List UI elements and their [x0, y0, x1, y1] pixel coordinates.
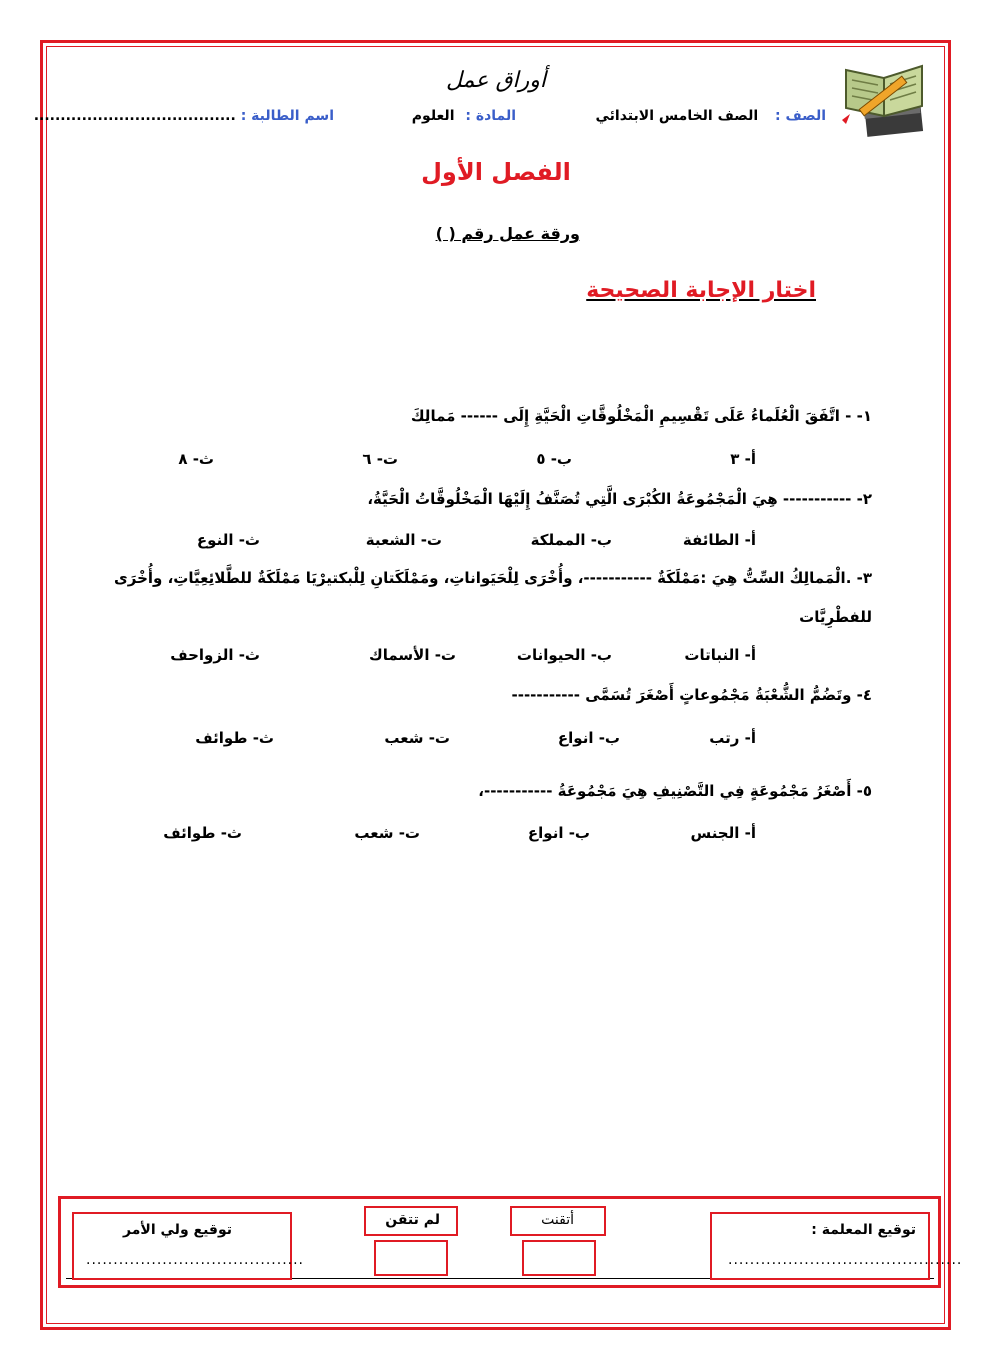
subject-label: المادة :: [465, 108, 516, 124]
q5-option-b[interactable]: ب- انواع: [527, 824, 590, 842]
teacher-signature-box[interactable]: [710, 1212, 963, 1280]
q2-option-b[interactable]: ب- المملكة: [530, 531, 612, 549]
student-name-label: اسم الطالبة :: [240, 108, 334, 124]
parent-signature-label: توقيع ولي الأمر: [123, 1222, 232, 1238]
grade-field: [595, 108, 826, 124]
parent-signature-dots: ........................................: [86, 1252, 305, 1268]
q2-option-d[interactable]: ث- النوع: [196, 531, 260, 549]
page-title: أوراق عمل: [445, 68, 547, 93]
grade-label: الصف :: [775, 108, 826, 124]
subject-value: العلوم: [411, 108, 455, 124]
parent-signature-box[interactable]: [72, 1212, 305, 1280]
q3-option-d[interactable]: ث- الزواحف: [170, 646, 260, 664]
student-name-dots: ......................................: [33, 108, 236, 124]
q5-option-d[interactable]: ث- طوائف: [163, 824, 242, 842]
not-mastered-label-box: [364, 1206, 458, 1236]
q1-option-d[interactable]: ث- ٨: [178, 450, 214, 468]
q4-option-c[interactable]: ت- شعب: [384, 729, 450, 747]
question-3: ٣- .الْمَمالِكُ السِّتُّ هِيَ :مَمْلَكَةٌ -----------، وأُخْرَى لِلْحَيَواناتِ، ومَمْلَكَتانِ لِلْبكتيرْيَا مَمْلَكَةٌ للطَّلائِعِيَّاتِ، وأُخْرَى: [114, 569, 872, 587]
q3-option-b[interactable]: ب- الحيوانات: [516, 646, 612, 664]
not-mastered-label: لم تتقن: [385, 1212, 440, 1228]
mastered-label: أتقنت: [541, 1212, 574, 1228]
q1-option-b[interactable]: ب- ٥: [536, 450, 572, 468]
q2-option-a[interactable]: أ- الطائفة: [682, 531, 756, 549]
mastered-label-box: [510, 1206, 606, 1236]
q4-option-a[interactable]: أ- رتب: [709, 729, 756, 747]
not-mastered-checkbox[interactable]: [374, 1240, 448, 1276]
q3-option-a[interactable]: أ- النباتات: [684, 646, 756, 664]
q5-option-c[interactable]: ت- شعب: [354, 824, 420, 842]
instruction-heading: اختار الإجابة الصحيحة: [586, 278, 816, 303]
question-2: ٢- ----------- هِيَ الْمَجْمُوعَةُ الكُبْرَى الَّتِي تُصَنَّفُ إِلَيْهَا الْمَخْلُوقَّاتُ الْحَيَّةُ،: [367, 490, 872, 508]
question-4: ٤- وتَضُمُّ الشُّعْبَةُ مَجْمُوعاتٍ أَصْغَرَ تُسَمَّى -----------: [511, 686, 872, 704]
q1-option-c[interactable]: ت- ٦: [362, 450, 398, 468]
q5-option-a[interactable]: أ- الجنس: [690, 824, 756, 842]
q4-option-d[interactable]: ث- طوائف: [195, 729, 274, 747]
question-5: ٥- أَصْغَرُ مَجْمُوعَةٍ فِي التَّصْنِيفِ هِيَ مَجْمُوعَةُ -----------،: [478, 782, 872, 800]
teacher-signature-dots: ...........................................: [728, 1252, 963, 1268]
chapter-heading: الفصل الأول: [421, 158, 571, 186]
q4-option-b[interactable]: ب- انواع: [557, 729, 620, 747]
question-3-continuation: للفطْرِيَّات: [799, 608, 872, 626]
student-name-field[interactable]: [34, 108, 334, 124]
worksheet-number: ورقة عمل رقم ( ): [435, 224, 580, 243]
question-1: ١- - اتَّفَقَ الْعُلَماءُ عَلَى تَقْسِيمِ الْمَخْلُوقَّاتِ الْحَيَّةِ إِلَى ------ مَمالِكَ: [410, 407, 872, 425]
subject-field: [412, 108, 516, 124]
grade-value: الصف الخامس الابتدائي: [595, 108, 759, 124]
q2-option-c[interactable]: ت- الشعبة: [365, 531, 442, 549]
mastered-checkbox[interactable]: [522, 1240, 596, 1276]
teacher-signature-label: توقيع المعلمة :: [811, 1222, 916, 1238]
q3-option-c[interactable]: ت- الأسماك: [368, 646, 456, 664]
q1-option-a[interactable]: أ- ٣: [730, 450, 756, 468]
